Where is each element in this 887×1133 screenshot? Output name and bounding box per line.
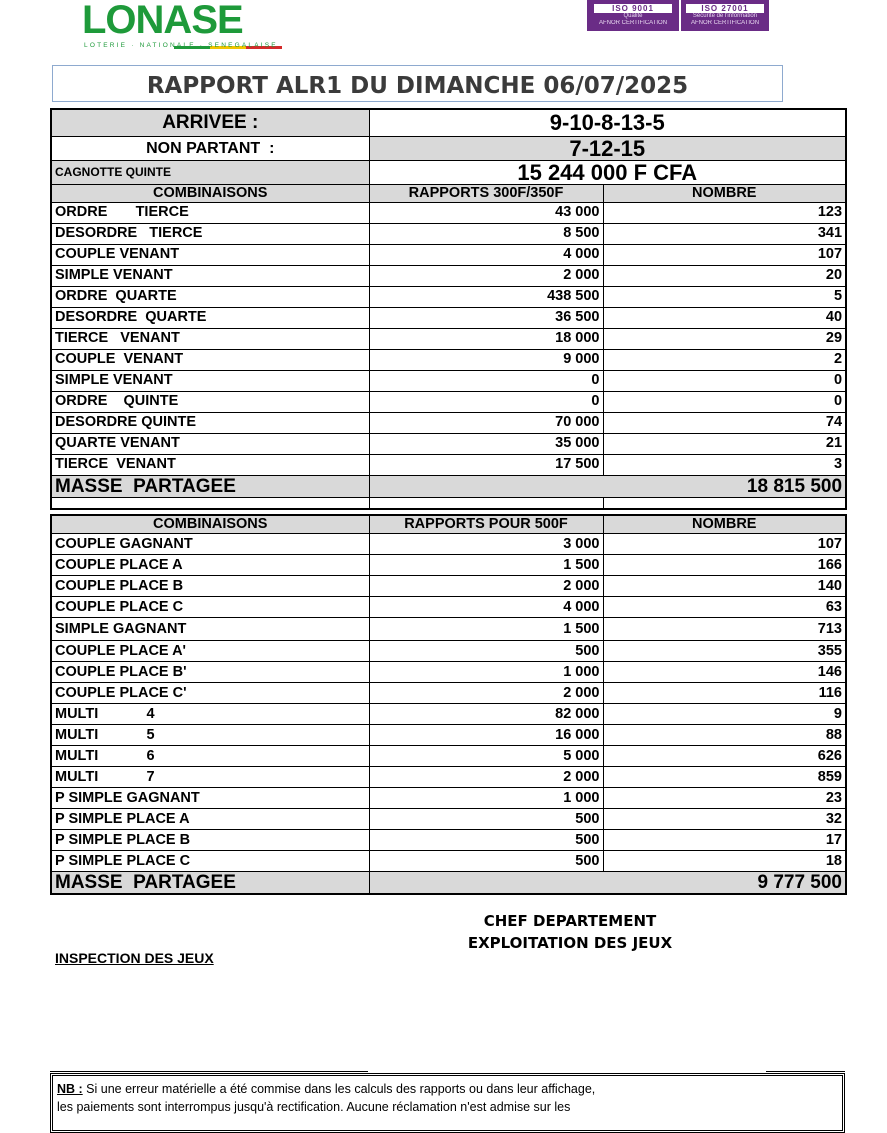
arrivee-value: 9-10-8-13-5 (369, 109, 846, 136)
table-row (51, 286, 846, 307)
combinaison-cell: COUPLE VENANT (51, 349, 369, 370)
logo-subtitle: LOTERIE · NATIONALE · SENEGALAISE (84, 42, 278, 49)
table-row (51, 307, 846, 328)
table-row (51, 555, 846, 576)
table1-header-row (51, 184, 846, 202)
chef-line2: EXPLOITATION DES JEUX (467, 934, 673, 952)
nombre-cell: 17 (603, 830, 846, 851)
nombre-cell: 626 (603, 746, 846, 767)
results-table-300 (50, 108, 847, 510)
table2-header-row (51, 515, 846, 534)
nombre-cell: 107 (603, 534, 846, 555)
nombre-cell: 3 (603, 454, 846, 475)
nb-notice (50, 1073, 845, 1133)
nombre-cell: 0 (603, 370, 846, 391)
nb-text (57, 1080, 595, 1116)
combinaison-cell: COUPLE PLACE A (51, 555, 369, 576)
iso-9001-badge (587, 0, 679, 31)
certification-badges (587, 0, 769, 31)
divider (766, 1071, 845, 1072)
rapport-cell: 438 500 (369, 286, 603, 307)
combinaison-cell: P SIMPLE PLACE C (51, 851, 369, 872)
rapport-cell: 2 000 (369, 767, 603, 788)
nombre-cell: 29 (603, 328, 846, 349)
combinaison-cell: TIERCE VENANT (51, 454, 369, 475)
iso-9001-line2: AFNOR CERTIFICATION (598, 20, 668, 26)
nombre-cell: 0 (603, 391, 846, 412)
table1-masse-row (51, 475, 846, 497)
rapport-cell: 3 000 (369, 534, 603, 555)
combinaison-cell: COUPLE PLACE C (51, 597, 369, 618)
table-row (51, 534, 846, 555)
table-row (51, 618, 846, 641)
rapport-cell: 0 (369, 391, 603, 412)
table-spacer-row (51, 497, 846, 509)
nombre-cell: 859 (603, 767, 846, 788)
combinaison-cell: MULTI 7 (51, 767, 369, 788)
rapport-cell: 5 000 (369, 746, 603, 767)
nombre-cell: 166 (603, 555, 846, 576)
rapport-cell: 8 500 (369, 223, 603, 244)
table2-body (51, 534, 846, 872)
rapport-cell: 1 000 (369, 662, 603, 683)
rapport-cell: 4 000 (369, 597, 603, 618)
table2-masse-row (51, 872, 846, 895)
rapport-cell: 35 000 (369, 433, 603, 454)
table-row (51, 809, 846, 830)
rapport-cell: 43 000 (369, 202, 603, 223)
non-partant-label: NON PARTANT : (51, 136, 369, 160)
cagnotte-row (51, 160, 846, 184)
table1-header-rapports: RAPPORTS 300F/350F (369, 184, 603, 202)
combinaison-cell: COUPLE VENANT (51, 244, 369, 265)
cagnotte-value: 15 244 000 F CFA (369, 160, 846, 184)
table-row (51, 349, 846, 370)
table-row (51, 830, 846, 851)
table2-masse-value: 9 777 500 (369, 872, 846, 895)
combinaison-cell: P SIMPLE PLACE B (51, 830, 369, 851)
combinaison-cell: DESORDRE TIERCE (51, 223, 369, 244)
combinaison-cell: COUPLE GAGNANT (51, 534, 369, 555)
table-row (51, 767, 846, 788)
nombre-cell: 355 (603, 641, 846, 662)
nombre-cell: 713 (603, 618, 846, 641)
table1-header-nombre: NOMBRE (603, 184, 846, 202)
combinaison-cell: TIERCE VENANT (51, 328, 369, 349)
nombre-cell: 20 (603, 265, 846, 286)
divider (50, 1071, 368, 1072)
table1-body (51, 202, 846, 475)
lonase-logo (82, 0, 302, 52)
table-row (51, 391, 846, 412)
combinaison-cell: MULTI 5 (51, 725, 369, 746)
rapport-cell: 18 000 (369, 328, 603, 349)
table2-header-nombre: NOMBRE (603, 515, 846, 534)
nombre-cell: 21 (603, 433, 846, 454)
combinaison-cell: QUARTE VENANT (51, 433, 369, 454)
iso-27001-badge (681, 0, 769, 31)
combinaison-cell: P SIMPLE GAGNANT (51, 788, 369, 809)
rapport-cell: 1 000 (369, 788, 603, 809)
arrivee-label: ARRIVEE : (51, 109, 369, 136)
rapport-cell: 17 500 (369, 454, 603, 475)
rapport-cell: 1 500 (369, 618, 603, 641)
combinaison-cell: SIMPLE VENANT (51, 370, 369, 391)
table-row (51, 851, 846, 872)
table-row (51, 725, 846, 746)
spacer-cell (51, 497, 369, 509)
cagnotte-label: CAGNOTTE QUINTE (51, 160, 369, 184)
nombre-cell: 63 (603, 597, 846, 618)
results-table-500 (50, 514, 847, 895)
non-partant-value: 7-12-15 (369, 136, 846, 160)
nb-line1: Si une erreur matérielle a été commise dans les calculs des rapports ou dans leur affichage, (82, 1082, 596, 1096)
spacer-cell (603, 497, 846, 509)
combinaison-cell: ORDRE TIERCE (51, 202, 369, 223)
rapport-cell: 500 (369, 851, 603, 872)
combinaison-cell: ORDRE QUINTE (51, 391, 369, 412)
table-row (51, 265, 846, 286)
table1-masse-label: MASSE PARTAGEE (51, 475, 369, 497)
nombre-cell: 88 (603, 725, 846, 746)
rapport-cell: 500 (369, 809, 603, 830)
combinaison-cell: SIMPLE GAGNANT (51, 618, 369, 641)
table-row (51, 788, 846, 809)
combinaison-cell: MULTI 4 (51, 704, 369, 725)
nombre-cell: 140 (603, 576, 846, 597)
table-row (51, 244, 846, 265)
table-row (51, 597, 846, 618)
rapport-cell: 2 000 (369, 576, 603, 597)
table-row (51, 202, 846, 223)
combinaison-cell: COUPLE PLACE A' (51, 641, 369, 662)
inspection-signature: INSPECTION DES JEUX (55, 950, 214, 966)
rapport-cell: 9 000 (369, 349, 603, 370)
chef-line1: CHEF DEPARTEMENT (483, 912, 657, 930)
table-row (51, 576, 846, 597)
rapport-cell: 4 000 (369, 244, 603, 265)
combinaison-cell: ORDRE QUARTE (51, 286, 369, 307)
table2-header-combinaisons: COMBINAISONS (51, 515, 369, 534)
combinaison-cell: SIMPLE VENANT (51, 265, 369, 286)
combinaison-cell: P SIMPLE PLACE A (51, 809, 369, 830)
combinaison-cell: COUPLE PLACE C' (51, 683, 369, 704)
iso-27001-label: ISO 27001 (686, 4, 764, 13)
nombre-cell: 107 (603, 244, 846, 265)
nb-line2: les paiements sont interrompus jusqu'à rectification. Aucune réclamation n'est admise sur les (57, 1100, 571, 1114)
nombre-cell: 123 (603, 202, 846, 223)
table2-masse-label: MASSE PARTAGEE (51, 872, 369, 895)
nombre-cell: 18 (603, 851, 846, 872)
combinaison-cell: COUPLE PLACE B (51, 576, 369, 597)
nombre-cell: 74 (603, 412, 846, 433)
table1-masse-value: 18 815 500 (369, 475, 846, 497)
rapport-cell: 2 000 (369, 265, 603, 286)
table-row (51, 223, 846, 244)
rapport-cell: 16 000 (369, 725, 603, 746)
page-title: RAPPORT ALR1 DU DIMANCHE 06/07/2025 (146, 73, 689, 99)
rapport-cell: 0 (369, 370, 603, 391)
rapport-cell: 2 000 (369, 683, 603, 704)
nb-label: NB : (57, 1082, 83, 1096)
arrivee-row (51, 109, 846, 136)
table-row (51, 412, 846, 433)
chef-departement-signature (420, 910, 720, 954)
table-row (51, 746, 846, 767)
rapport-cell: 70 000 (369, 412, 603, 433)
table-row (51, 704, 846, 725)
combinaison-cell: COUPLE PLACE B' (51, 662, 369, 683)
table-row (51, 662, 846, 683)
spacer-cell (369, 497, 603, 509)
non-partant-row (51, 136, 846, 160)
iso-9001-line1: Qualité (623, 13, 643, 19)
combinaison-cell: DESORDRE QUARTE (51, 307, 369, 328)
rapport-cell: 82 000 (369, 704, 603, 725)
nombre-cell: 32 (603, 809, 846, 830)
nombre-cell: 146 (603, 662, 846, 683)
nombre-cell: 40 (603, 307, 846, 328)
title-box (52, 65, 783, 102)
combinaison-cell: DESORDRE QUINTE (51, 412, 369, 433)
nombre-cell: 9 (603, 704, 846, 725)
iso-9001-label: ISO 9001 (594, 4, 672, 13)
rapport-cell: 1 500 (369, 555, 603, 576)
rapport-cell: 500 (369, 830, 603, 851)
nombre-cell: 2 (603, 349, 846, 370)
logo-brand: LONASE (82, 0, 243, 42)
nombre-cell: 341 (603, 223, 846, 244)
iso-27001-line1: Sécurité de l'information (692, 13, 758, 19)
table-row (51, 328, 846, 349)
table1-header-combinaisons: COMBINAISONS (51, 184, 369, 202)
flag-stripe (174, 36, 282, 39)
table-row (51, 454, 846, 475)
table-row (51, 370, 846, 391)
rapport-cell: 36 500 (369, 307, 603, 328)
nombre-cell: 5 (603, 286, 846, 307)
combinaison-cell: MULTI 6 (51, 746, 369, 767)
table-row (51, 433, 846, 454)
nombre-cell: 116 (603, 683, 846, 704)
iso-27001-line2: AFNOR CERTIFICATION (690, 20, 760, 26)
nombre-cell: 23 (603, 788, 846, 809)
table-row (51, 683, 846, 704)
rapport-cell: 500 (369, 641, 603, 662)
table2-header-rapports: RAPPORTS POUR 500F (369, 515, 603, 534)
table-row (51, 641, 846, 662)
